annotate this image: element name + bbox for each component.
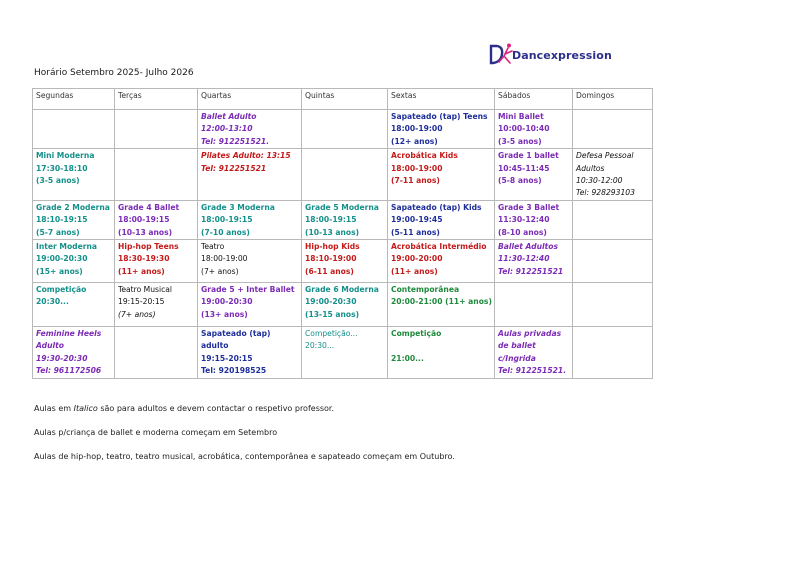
class-line: Tel: 920198525 bbox=[201, 366, 267, 376]
note-1-end: são para adultos e devem contactar o respetivo professor. bbox=[97, 404, 335, 413]
class-line: Sapateado (tap) Teens bbox=[391, 112, 488, 121]
class-cell-sextas bbox=[388, 149, 495, 201]
class-line: (5-8 anos) bbox=[498, 176, 542, 186]
class-line: Adulto bbox=[36, 341, 64, 351]
class-cell-sabados bbox=[495, 110, 573, 149]
class-line: Grade 5 Moderna bbox=[305, 202, 379, 212]
class-line: 20:30... bbox=[36, 297, 69, 307]
class-line: Teatro Musical bbox=[118, 285, 173, 295]
class-cell-tercas bbox=[115, 283, 198, 327]
note-1-start: Aulas em bbox=[34, 404, 74, 413]
class-line: 19:15-20:15 bbox=[201, 353, 253, 363]
class-cell-sextas bbox=[388, 110, 495, 149]
class-line: Adultos bbox=[576, 163, 605, 173]
class-line: Mini Moderna bbox=[36, 151, 95, 161]
class-cell-quartas bbox=[198, 327, 302, 379]
note-italic-adults bbox=[34, 404, 334, 413]
class-cell-tercas bbox=[115, 110, 198, 149]
header-quartas: Quartas bbox=[198, 89, 302, 110]
class-cell-tercas bbox=[115, 149, 198, 201]
note-children-classes: Aulas p/criança de ballet e moderna começam em Setembro bbox=[34, 428, 278, 437]
class-cell-tercas bbox=[115, 200, 198, 239]
class-cell-domingos bbox=[573, 110, 653, 149]
class-cell-sabados bbox=[495, 149, 573, 201]
class-line: 10:45-11:45 bbox=[498, 163, 550, 173]
class-cell-quartas bbox=[198, 149, 302, 201]
class-line: 17:30-18:10 bbox=[36, 163, 88, 173]
logo-text: Dancexpression bbox=[512, 48, 612, 62]
class-line: Tel: 912251521. bbox=[498, 366, 567, 376]
class-cell-sabados bbox=[495, 200, 573, 239]
class-line: 19:15-20:15 bbox=[118, 297, 165, 307]
class-cell-quintas bbox=[302, 283, 388, 327]
class-cell-domingos bbox=[573, 327, 653, 379]
class-cell-domingos bbox=[573, 200, 653, 239]
class-line: (7+ anos) bbox=[201, 266, 239, 276]
class-line: (12+ anos) bbox=[391, 136, 438, 146]
class-line: 18:00-19:15 bbox=[118, 215, 170, 225]
class-cell-quintas bbox=[302, 200, 388, 239]
dancer-logo-icon bbox=[487, 42, 513, 68]
class-line: Pilates Adulto: 13:15 bbox=[201, 151, 291, 161]
table-row bbox=[33, 110, 653, 149]
class-line: 19:00-20:00 bbox=[391, 254, 443, 264]
header-quintas: Quintas bbox=[302, 89, 388, 110]
class-cell-tercas bbox=[115, 240, 198, 283]
class-cell-quintas bbox=[302, 110, 388, 149]
table-row bbox=[33, 240, 653, 283]
class-line: de ballet bbox=[498, 341, 536, 351]
class-line: 10:00-10:40 bbox=[498, 124, 550, 134]
class-cell-segundas bbox=[33, 327, 115, 379]
class-line: Ballet Adulto bbox=[201, 112, 257, 121]
class-line: Grade 3 Moderna bbox=[201, 202, 275, 212]
class-line: Tel: 912251521. bbox=[201, 136, 270, 146]
page-title: Horário Setembro 2025- Julho 2026 bbox=[34, 68, 194, 78]
class-line: Hip-hop Kids bbox=[305, 242, 360, 252]
class-line: Competição bbox=[391, 329, 442, 339]
class-line: Acrobática Kids bbox=[391, 151, 458, 161]
class-line: 12:00-13:10 bbox=[201, 124, 253, 134]
class-line: (13+ anos) bbox=[201, 309, 248, 319]
class-cell-quintas bbox=[302, 240, 388, 283]
class-line: c/Ingrida bbox=[498, 353, 536, 363]
class-cell-sextas bbox=[388, 283, 495, 327]
class-line: Sapateado (tap) bbox=[201, 329, 271, 339]
class-line: Tel: 912251521 bbox=[498, 266, 564, 276]
class-cell-sextas bbox=[388, 327, 495, 379]
class-line: (7-11 anos) bbox=[391, 176, 440, 186]
table-row bbox=[33, 200, 653, 239]
header-segundas: Segundas bbox=[33, 89, 115, 110]
class-line: (15+ anos) bbox=[36, 266, 83, 276]
class-line: Sapateado (tap) Kids bbox=[391, 202, 482, 212]
class-line: Aulas privadas bbox=[498, 329, 562, 339]
class-line: Grade 5 + Inter Ballet bbox=[201, 285, 295, 295]
class-line: Grade 6 Moderna bbox=[305, 285, 379, 295]
class-cell-quartas bbox=[198, 110, 302, 149]
class-line: 18:30-19:30 bbox=[118, 254, 170, 264]
class-cell-sabados bbox=[495, 240, 573, 283]
class-line: Grade 3 Ballet bbox=[498, 202, 560, 212]
class-line: Tel: 928293103 bbox=[576, 188, 635, 198]
class-line: Acrobática Intermédio bbox=[391, 242, 487, 252]
class-line: Ballet Adultos bbox=[498, 242, 558, 252]
class-cell-quintas bbox=[302, 327, 388, 379]
class-line: Tel: 912251521 bbox=[201, 163, 267, 173]
class-line: 20:00-21:00 (11+ anos) bbox=[391, 297, 492, 307]
class-line: (13-15 anos) bbox=[305, 309, 360, 319]
class-line: (11+ anos) bbox=[118, 266, 165, 276]
class-line: 19:00-20:30 bbox=[305, 297, 357, 307]
class-line: Competição... bbox=[305, 329, 358, 339]
class-line: Mini Ballet bbox=[498, 112, 544, 121]
class-line: Hip-hop Teens bbox=[118, 242, 179, 252]
header-sextas: Sextas bbox=[388, 89, 495, 110]
class-cell-segundas bbox=[33, 240, 115, 283]
class-line: Contemporânea bbox=[391, 285, 460, 295]
class-line: Inter Moderna bbox=[36, 242, 98, 252]
class-line: 19:00-20:30 bbox=[201, 297, 253, 307]
class-line: (10-13 anos) bbox=[118, 227, 173, 237]
class-line: Grade 2 Moderna bbox=[36, 202, 110, 212]
class-cell-segundas bbox=[33, 149, 115, 201]
class-line: Feminine Heels bbox=[36, 329, 102, 339]
class-cell-segundas bbox=[33, 283, 115, 327]
class-line: 19:00-19:45 bbox=[391, 215, 443, 225]
class-line: (7+ anos) bbox=[118, 309, 156, 319]
header-sabados: Sábados bbox=[495, 89, 573, 110]
class-line: Tel: 961172506 bbox=[36, 366, 102, 376]
class-line: (7-10 anos) bbox=[201, 227, 250, 237]
class-cell-domingos bbox=[573, 149, 653, 201]
class-line: 18:10-19:00 bbox=[305, 254, 357, 264]
class-line: 11:30-12:40 bbox=[498, 215, 550, 225]
class-line: Competição bbox=[36, 285, 87, 295]
note-1-italic: Italico bbox=[73, 404, 98, 413]
class-line bbox=[391, 340, 491, 352]
class-line: 10:30-12:00 bbox=[576, 176, 623, 186]
class-cell-sabados bbox=[495, 283, 573, 327]
table-header-row bbox=[33, 89, 653, 110]
class-cell-sextas bbox=[388, 240, 495, 283]
class-line: 18:00-19:00 bbox=[391, 163, 443, 173]
class-cell-domingos bbox=[573, 240, 653, 283]
table-row bbox=[33, 149, 653, 201]
class-line: Grade 1 ballet bbox=[498, 151, 559, 161]
class-line: (5-11 anos) bbox=[391, 227, 440, 237]
class-line: 18:00-19:15 bbox=[305, 215, 357, 225]
class-line: (6-11 anos) bbox=[305, 266, 354, 276]
class-line: 20:30... bbox=[305, 341, 335, 351]
class-cell-segundas bbox=[33, 110, 115, 149]
table-row bbox=[33, 283, 653, 327]
class-cell-tercas bbox=[115, 327, 198, 379]
class-line: (11+ anos) bbox=[391, 266, 438, 276]
table-row bbox=[33, 327, 653, 379]
logo bbox=[487, 42, 612, 68]
class-cell-domingos bbox=[573, 283, 653, 327]
class-cell-quintas bbox=[302, 149, 388, 201]
class-cell-sabados bbox=[495, 327, 573, 379]
class-line: Defesa Pessoal bbox=[576, 151, 634, 161]
note-october-classes: Aulas de hip-hop, teatro, teatro musical, acrobática, contemporânea e sapateado começam em Outubro. bbox=[34, 452, 455, 461]
class-line: (3-5 anos) bbox=[36, 176, 80, 186]
header-domingos: Domingos bbox=[573, 89, 653, 110]
class-cell-quartas bbox=[198, 200, 302, 239]
class-line: 18:00-19:15 bbox=[201, 215, 253, 225]
class-line: (10-13 anos) bbox=[305, 227, 360, 237]
class-line: 19:00-20:30 bbox=[36, 254, 88, 264]
class-line: adulto bbox=[201, 341, 229, 351]
class-line: 11:30-12:40 bbox=[498, 254, 550, 264]
class-line: Grade 4 Ballet bbox=[118, 202, 180, 212]
class-line: (5-7 anos) bbox=[36, 227, 80, 237]
class-line: (3-5 anos) bbox=[498, 136, 542, 146]
class-cell-segundas bbox=[33, 200, 115, 239]
class-line: 18:00-19:00 bbox=[201, 254, 248, 264]
class-line: (8-10 anos) bbox=[498, 227, 547, 237]
class-cell-quartas bbox=[198, 283, 302, 327]
header-tercas: Terças bbox=[115, 89, 198, 110]
class-line: 18:00-19:00 bbox=[391, 124, 443, 134]
class-cell-quartas bbox=[198, 240, 302, 283]
class-line: Teatro bbox=[201, 242, 225, 252]
schedule-table bbox=[32, 88, 653, 379]
class-line: 19:30-20:30 bbox=[36, 353, 88, 363]
class-cell-sextas bbox=[388, 200, 495, 239]
class-line: 21:00... bbox=[391, 353, 424, 363]
class-line: 18:10-19:15 bbox=[36, 215, 88, 225]
